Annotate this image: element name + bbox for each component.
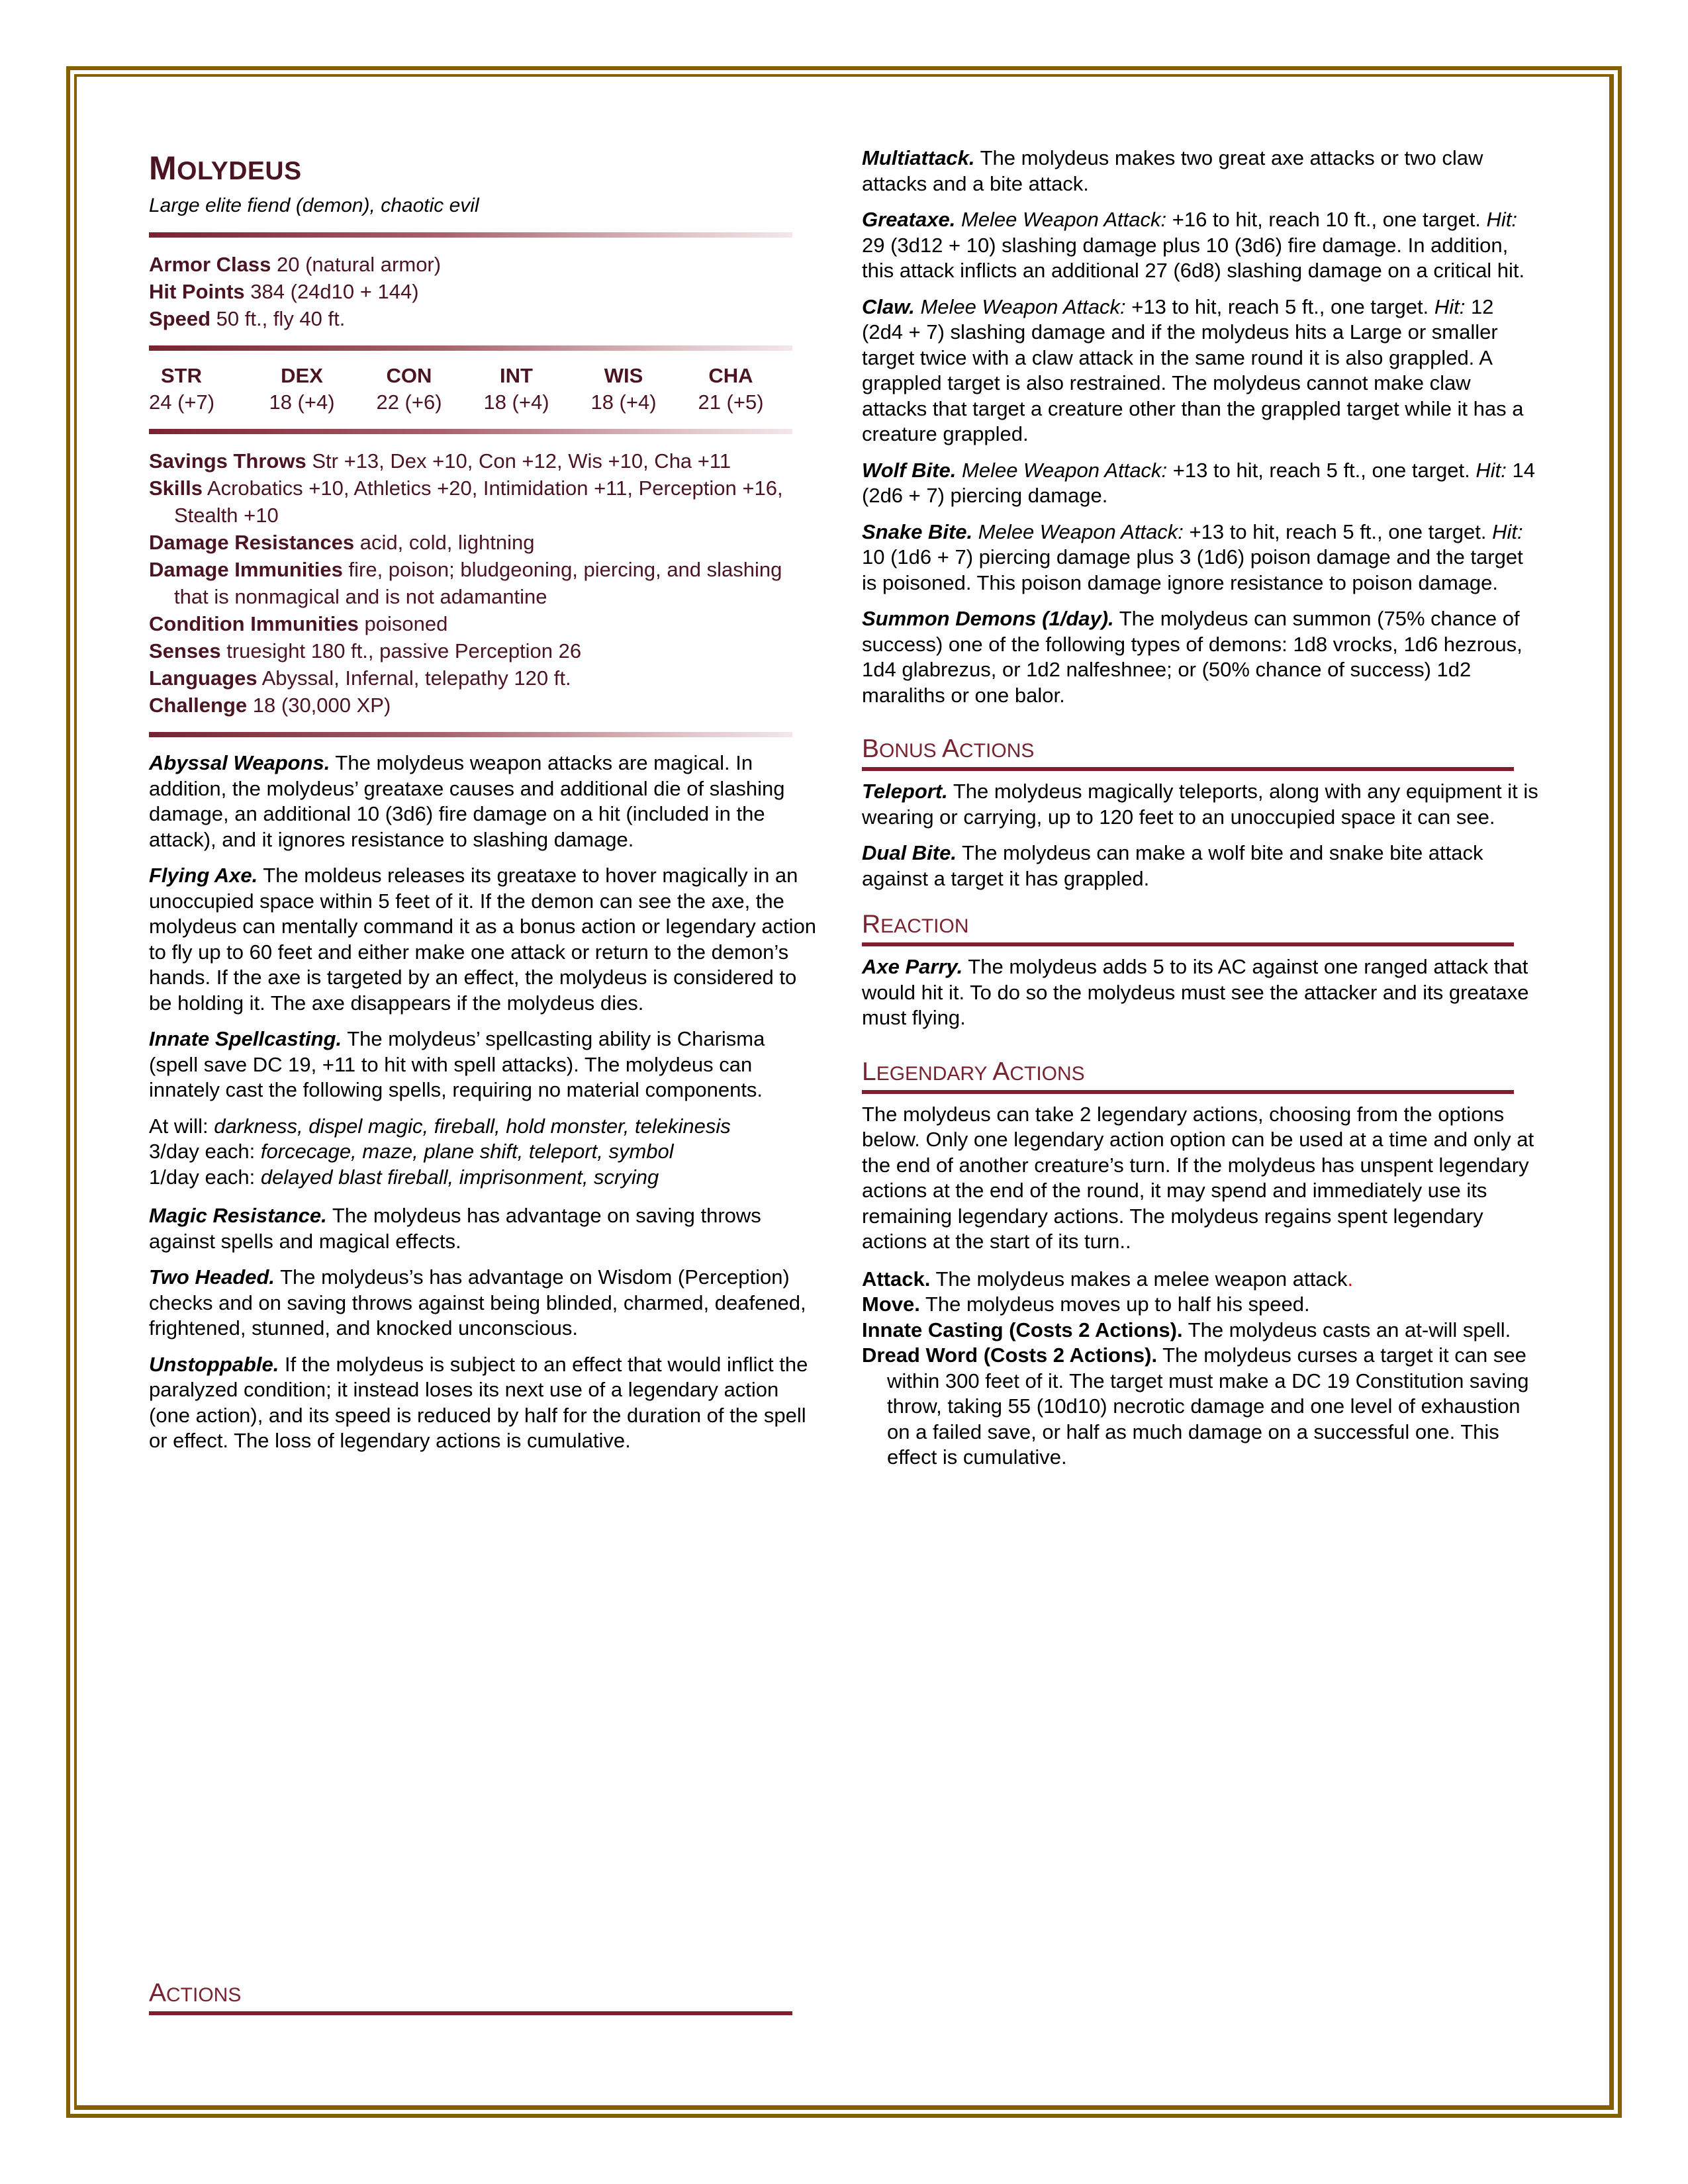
- legendary-attack: Attack. The molydeus makes a melee weapon attack.: [862, 1267, 1354, 1291]
- reaction-axe-parry: Axe Parry. The molydeus adds 5 to its AC against one ranged attack that would hit it. To do so the molydeus must see the attacker and its greataxe must flying.: [862, 955, 1529, 1029]
- spell-list: [149, 1114, 818, 1191]
- divider-rule: [149, 345, 792, 351]
- basic-stats: [149, 251, 818, 332]
- traits: [149, 751, 818, 1454]
- ability-scores: [149, 363, 792, 416]
- ability-cha: CHA 21 (+5): [698, 364, 764, 414]
- ability-con: CON 22 (+6): [376, 364, 442, 414]
- trait-abyssal-weapons: Abyssal Weapons. The molydeus weapon attacks are magical. In addition, the molydeus’ greataxe causes and additional die of slashing damage, an additional 10 (3d6) fire damage on a hit (included in the attack), and it ignores resistance to slashing damage.: [149, 751, 785, 851]
- ability-wis: WIS 18 (+4): [590, 364, 657, 414]
- damage-resistances: Damage Resistances acid, cold, lightning: [149, 531, 535, 554]
- legendary-intro: The molydeus can take 2 legendary actions, choosing from the options below. Only one legendary action option can be used at a time and only at the end of another creature’s turn. If the molydeus has unspent legendary actions at the end of the round, it may spend and immediately use its remaining legendary actions. The molydeus regains spent legendary actions at the start of its turn..: [862, 1102, 1534, 1253]
- bonus-teleport: Teleport. The molydeus magically teleports, along with any equipment it is wearing or carrying, up to 120 feet to an unoccupied space it can see.: [862, 780, 1538, 829]
- bonus-dual-bite: Dual Bite. The molydeus can make a wolf bite and snake bite attack against a target it has grappled.: [862, 841, 1483, 890]
- action-snake-bite: Snake Bite. Melee Weapon Attack: +13 to hit, reach 5 ft., one target. Hit: 10 (1d6 + 7) piercing damage plus 3 (1d6) poison damage and the target is poisoned. This poison damage ignore resistance to poison damage.: [862, 520, 1523, 594]
- properties: [149, 447, 818, 719]
- monster-name: MOLYDEUS: [149, 150, 302, 187]
- saving-throws: Savings Throws Str +13, Dex +10, Con +12, Wis +10, Cha +11: [149, 449, 731, 473]
- section-heading-bonus-actions: BONUS ACTIONS: [862, 735, 1514, 771]
- section-heading-legendary-actions: LEGENDARY ACTIONS: [862, 1058, 1514, 1094]
- ability-dex: DEX 18 (+4): [269, 364, 335, 414]
- ability-int: INT 18 (+4): [483, 364, 549, 414]
- skills: Skills Acrobatics +10, Athletics +20, Intimidation +11, Perception +16, Stealth +10: [149, 477, 783, 527]
- trait-innate-spellcasting: Innate Spellcasting. The molydeus’ spellcasting ability is Charisma (spell save DC 19, +11 to hit with spell attacks). The molydeus can innately cast the following spells, requiring no material components.: [149, 1027, 765, 1101]
- languages: Languages Abyssal, Infernal, telepathy 120 ft.: [149, 666, 571, 690]
- trait-magic-resistance: Magic Resistance. The molydeus has advantage on saving throws against spells and magical effects.: [149, 1204, 761, 1253]
- challenge: Challenge 18 (30,000 XP): [149, 694, 391, 717]
- hit-points: Hit Points 384 (24d10 + 144): [149, 280, 419, 303]
- section-heading-reaction: REACTION: [862, 910, 1514, 946]
- divider-rule: [149, 232, 792, 238]
- action-multiattack: Multiattack. The molydeus makes two great axe attacks or two claw attacks and a bite attack.: [862, 146, 1483, 195]
- action-claw: Claw. Melee Weapon Attack: +13 to hit, reach 5 ft., one target. Hit: 12 (2d4 + 7) slashing damage and if the molydeus hits a Large or smaller target twice with a claw attack in the same round it is also grappled. A grappled target is also restrained. The molydeus cannot make claw attacks that target a creature other than the grappled target while it has a creature grappled.: [862, 295, 1524, 445]
- trait-unstoppable: Unstoppable. If the molydeus is subject to an effect that would inflict the paralyzed condition; it instead loses its next use of a legendary action (one action), and its speed is reduced by half for the duration of the spell or effect. The loss of legendary actions is cumulative.: [149, 1352, 808, 1452]
- stat-block-right-column: [862, 146, 1540, 1471]
- trait-two-headed: Two Headed. The molydeus’s has advantage on Wisdom (Perception) checks and on saving throws against being blinded, charmed, deafened, frightened, stunned, and knocked unconscious.: [149, 1265, 806, 1340]
- action-greataxe: Greataxe. Melee Weapon Attack: +16 to hit, reach 10 ft., one target. Hit: 29 (3d12 + 10) slashing damage plus 10 (3d6) fire damage. In addition, this attack inflicts an additional 27 (6d8) slashing damage on a critical hit.: [862, 208, 1525, 282]
- trait-flying-axe: Flying Axe. The moldeus releases its greataxe to hover magically in an unoccupied space within 5 feet of it. If the demon can see the axe, the molydeus can mentally command it as a bonus action or legendary action to fly up to 60 feet and either make one attack or return to the demon’s hands. If the axe is targeted by an effect, the molydeus is considered to be holding it. The axe disappears if the molydeus dies.: [149, 864, 817, 1015]
- senses: Senses truesight 180 ft., passive Perception 26: [149, 639, 582, 662]
- armor-class: Armor Class 20 (natural armor): [149, 253, 442, 276]
- spell-line-1-day: 1/day each: delayed blast fireball, imprisonment, scrying: [149, 1165, 659, 1189]
- section-heading-actions: ACTIONS: [149, 1979, 792, 2015]
- stat-block-left-column: [149, 146, 818, 1465]
- legendary-dread-word: Dread Word (Costs 2 Actions). The molydeus curses a target it can see within 300 feet of it. The target must make a DC 19 Constitution saving throw, taking 55 (10d10) necrotic damage and one level of exhaustion on a failed save, or half as much damage on a successful one. This effect is cumulative.: [862, 1343, 1529, 1469]
- legendary-innate-casting: Innate Casting (Costs 2 Actions). The molydeus casts an at-will spell.: [862, 1318, 1511, 1342]
- legendary-move: Move. The molydeus moves up to half his speed.: [862, 1293, 1310, 1316]
- spell-line-at-will: At will: darkness, dispel magic, fireball, hold monster, telekinesis: [149, 1114, 731, 1138]
- condition-immunities: Condition Immunities poisoned: [149, 612, 448, 635]
- damage-immunities: Damage Immunities fire, poison; bludgeoning, piercing, and slashing that is nonmagical and is not adamantine: [149, 558, 782, 608]
- action-summon-demons: Summon Demons (1/day). The molydeus can summon (75% chance of success) one of the following types of demons: 1d8 vrocks, 1d6 hezrous, 1d4 glabrezus, or 1d2 nalfeshnee; or (50% chance of success) 1d2 maraliths or one balor.: [862, 607, 1523, 707]
- ability-str: STR 24 (+7): [149, 364, 215, 414]
- action-wolf-bite: Wolf Bite. Melee Weapon Attack: +13 to hit, reach 5 ft., one target. Hit: 14 (2d6 + 7) piercing damage.: [862, 458, 1535, 507]
- monster-type-line: Large elite fiend (demon), chaotic evil: [149, 195, 479, 216]
- divider-rule: [149, 732, 792, 737]
- speed: Speed 50 ft., fly 40 ft.: [149, 307, 346, 330]
- spell-line-3-day: 3/day each: forcecage, maze, plane shift, teleport, symbol: [149, 1140, 674, 1163]
- divider-rule: [149, 429, 792, 434]
